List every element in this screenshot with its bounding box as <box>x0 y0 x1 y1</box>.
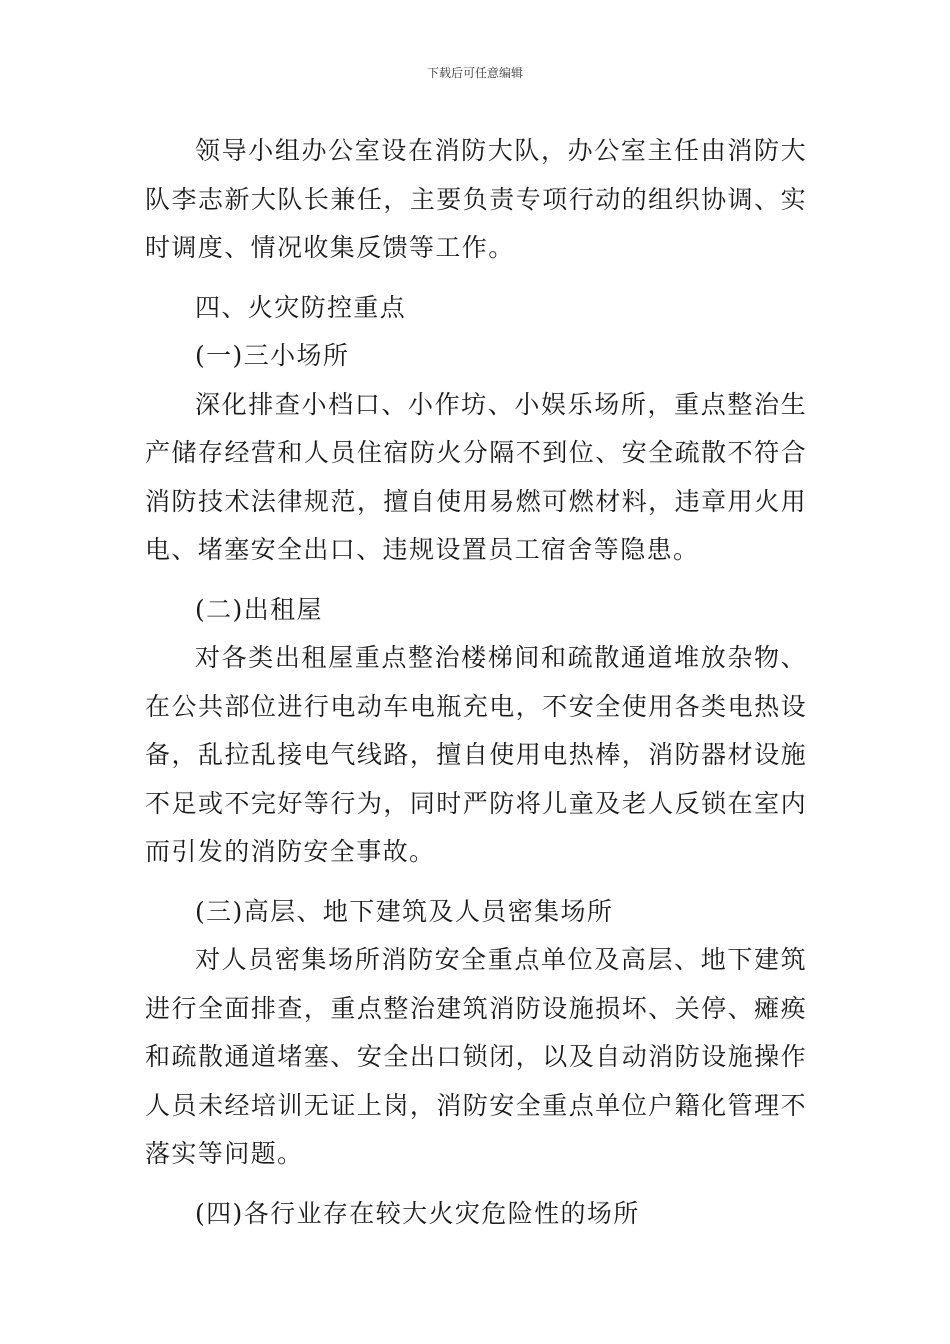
subheading-high-risk-industries: (四)各行业存在较大火灾危险性的场所 <box>195 1198 640 1228</box>
subheading-high-rise-underground: (三)高层、地下建筑及人员密集场所 <box>195 896 614 926</box>
section-heading-fire-prevention: 四、火灾防控重点 <box>195 292 407 322</box>
subheading-three-small-venues: (一)三小场所 <box>195 341 350 370</box>
subheading-rental-housing: (二)出租屋 <box>195 594 323 624</box>
paragraph-office-setup: 领导小组办公室设在消防大队，办公室主任由消防大队李志新大队长兼任，主要负责专项行动的组织协调、实时调度、情况收集反馈等工作。 <box>145 136 807 262</box>
paragraph-rental-housing: 对各类出租屋重点整治楼梯间和疏散通道堆放杂物、在公共部位进行电动车电瓶充电，不安全使用各类电热设备，乱拉乱接电气线路，擅自使用电热棒，消防器材设施不足或不完好等行为，同时严防将儿童及老人反锁在室内而引发的消防安全事故。 <box>145 643 807 866</box>
page-header-note: 下载后可任意编辑 <box>426 66 523 80</box>
document-body <box>145 127 807 1238</box>
paragraph-high-rise-underground: 对人员密集场所消防安全重点单位及高层、地下建筑进行全面排查，重点整治建筑消防设施损坏、关停、瘫痪和疏散通道堵塞、安全出口锁闭，以及自动消防设施操作人员未经培训无证上岗，消防安全重点单位户籍化管理不落实等问题。 <box>145 945 807 1168</box>
paragraph-three-small-venues: 深化排查小档口、小作坊、小娱乐场所，重点整治生产储存经营和人员住宿防火分隔不到位、安全疏散不符合消防技术法律规范，擅自使用易燃可燃材料，违章用火用电、堵塞安全出口、违规设置员工宿舍等隐患。 <box>145 389 807 564</box>
